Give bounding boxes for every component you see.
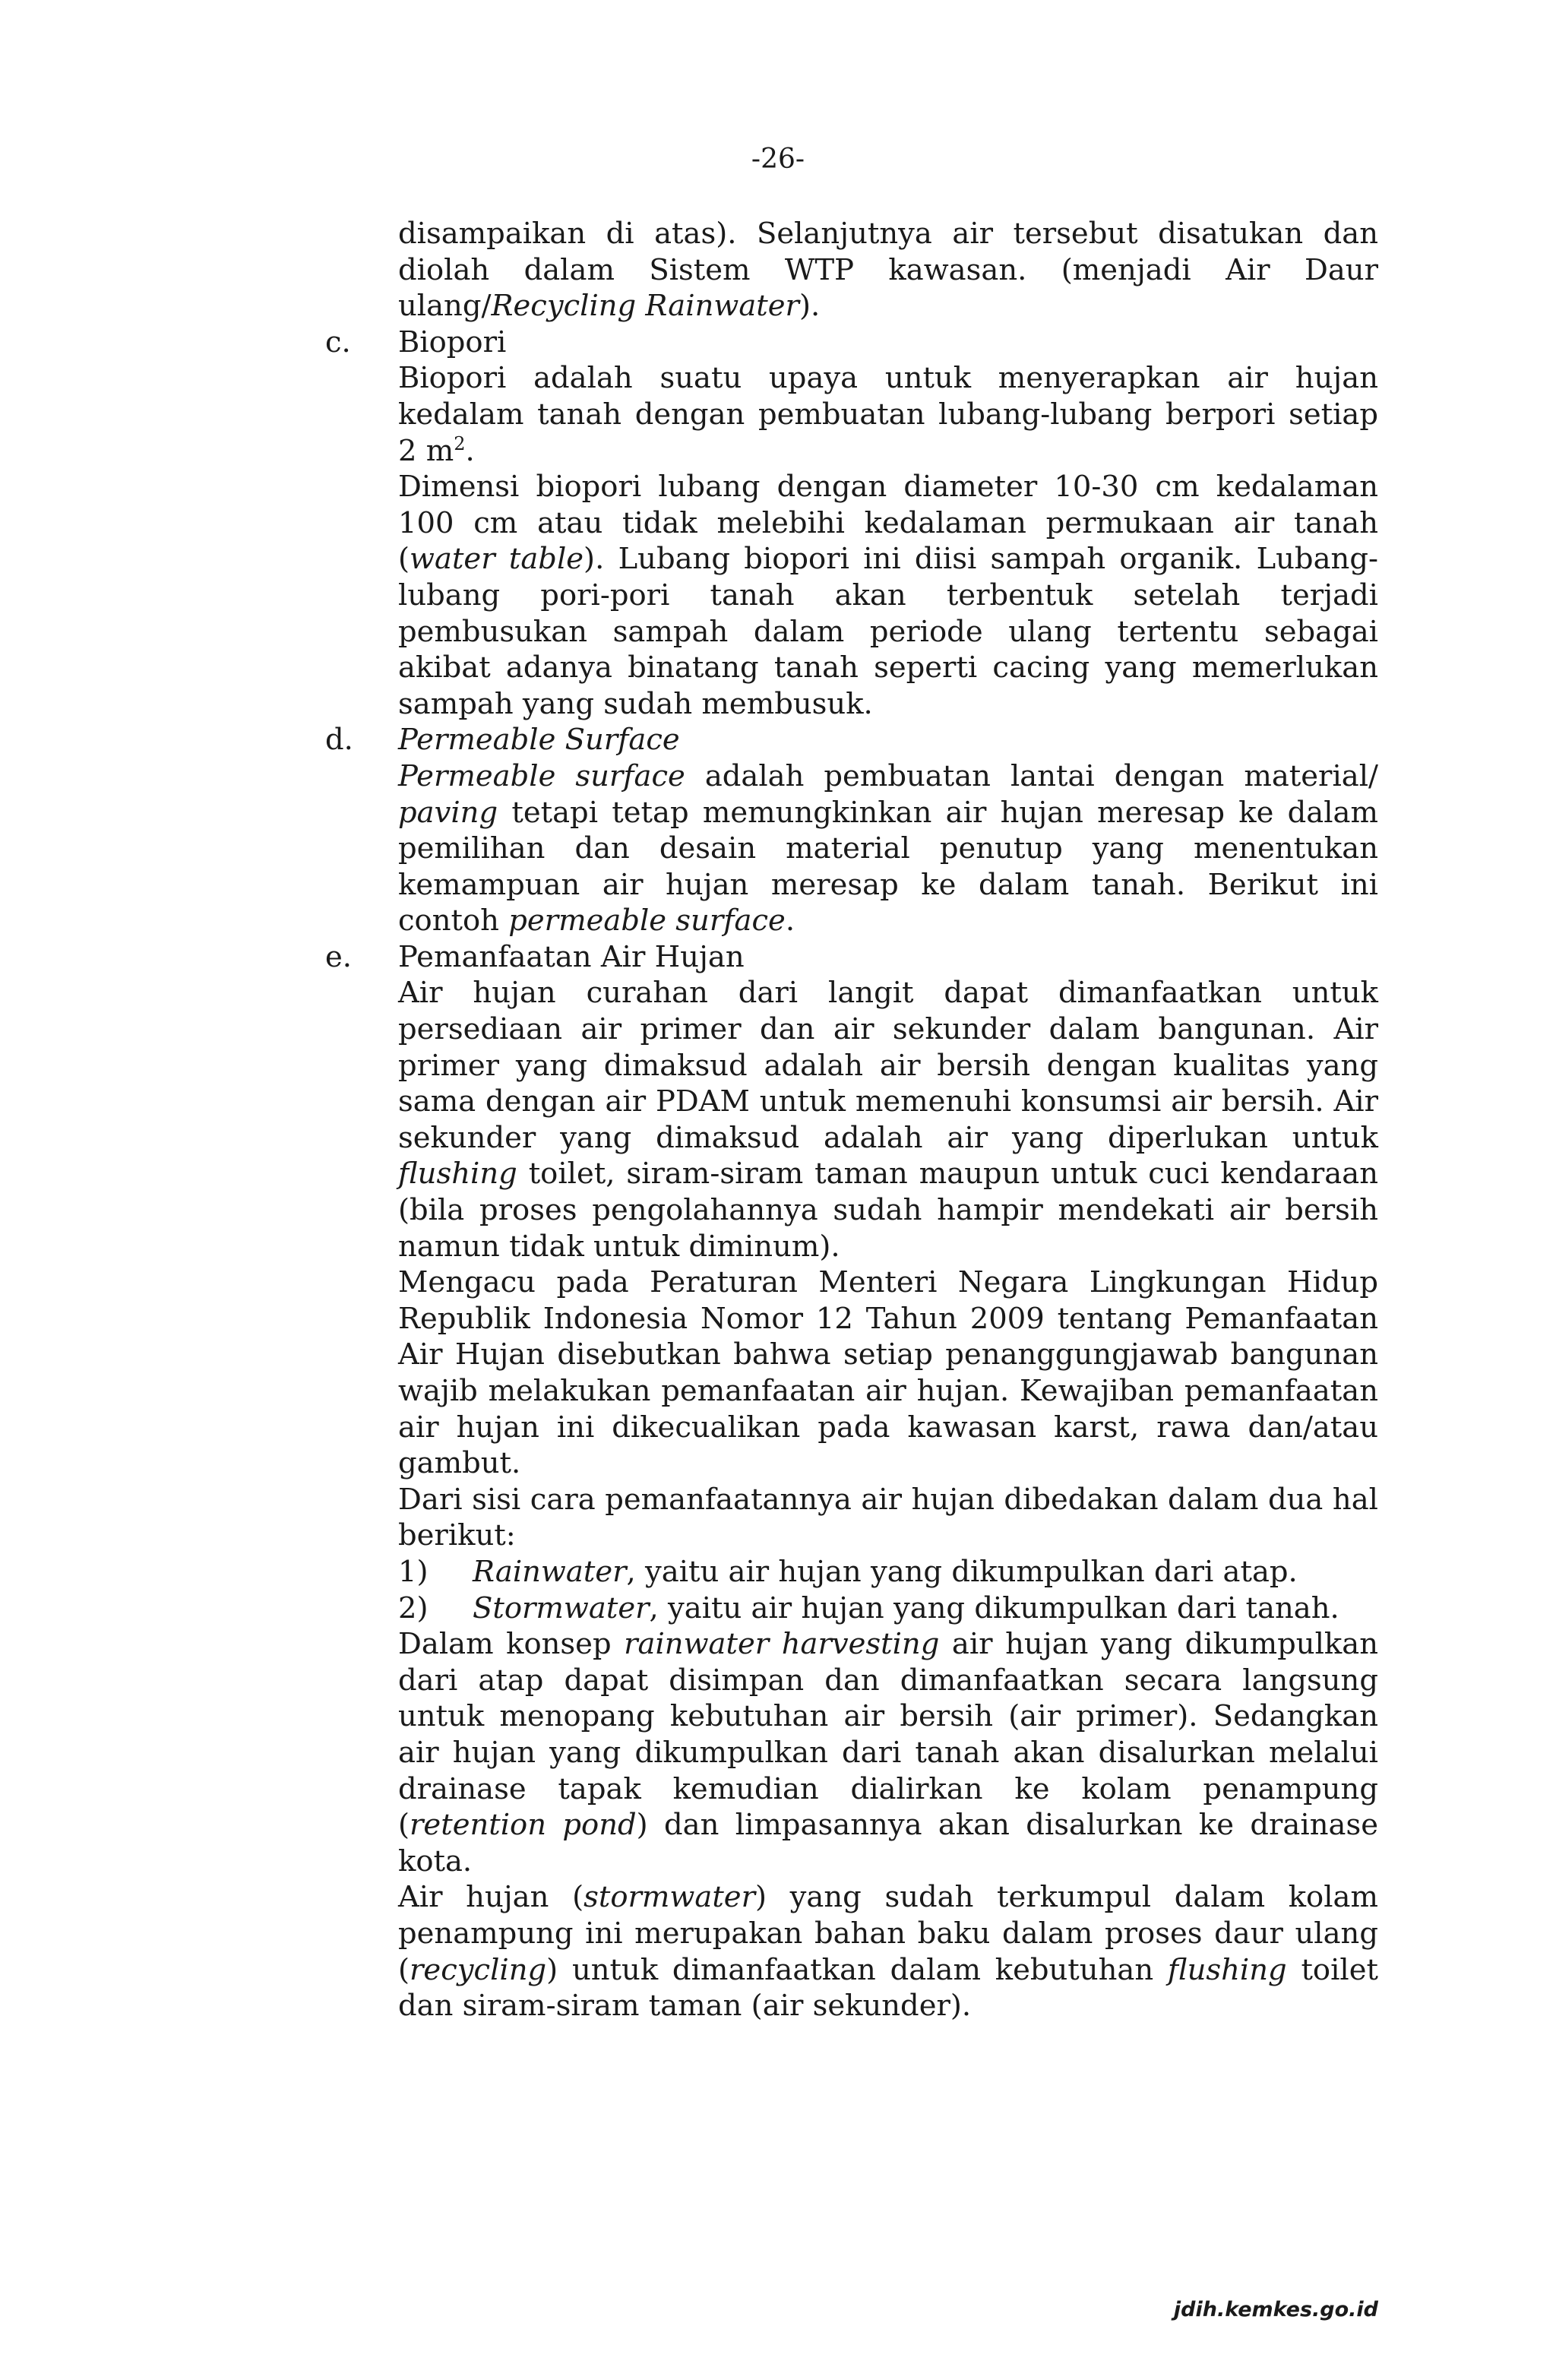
- section-e-paragraph-5: Air hujan (stormwater) yang sudah terkumpul dalam kolam penampung ini merupakan bahan baku dalam proses daur ulang (recycling) untuk dimanfaatkan dalam kebutuhan flushing toilet dan siram-siram taman (air sekunder).: [398, 1880, 1379, 2024]
- list-item-text: , yaitu air hujan yang dikumpulkan dari tanah.: [649, 1590, 1339, 1625]
- section-e: [325, 939, 1379, 2024]
- section-e-title: Pemanfaatan Air Hujan: [398, 939, 745, 974]
- section-d-marker: d.: [325, 723, 353, 758]
- list-item-number: 1): [398, 1554, 429, 1589]
- list-item-term: Stormwater: [473, 1590, 650, 1625]
- list-item-number: 2): [398, 1590, 429, 1625]
- section-e-paragraph-1: Air hujan curahan dari langit dapat dimanfaatkan untuk persediaan air primer dan air sekunder dalam bangunan. Air primer yang dimaksud adalah air bersih dengan kualitas yang sama dengan air PDAM untuk memenuhi konsumsi air bersih. Air sekunder yang dimaksud adalah air yang diperlukan untuk flushing toilet, siram-siram taman maupun untuk cuci kendaraan (bila proses pengolahannya sudah hampir mendekati air bersih namun tidak untuk diminum).: [398, 976, 1378, 1264]
- section-d-paragraph-1: Permeable surface adalah pembuatan lantai dengan material/ paving tetapi tetap memungkinkan air hujan meresap ke dalam pemilihan dan desain material penutup yang menentukan kemampuan air hujan meresap ke dalam tanah. Berikut ini contoh permeable surface.: [398, 758, 1378, 938]
- section-c-paragraph-2: Dimensi biopori lubang dengan diameter 10-30 cm kedalaman 100 cm atau tidak melebihi kedalaman permukaan air tanah (water table). Lubang biopori ini diisi sampah organik. Lubang-lubang pori-pori tanah akan terbentuk setelah terjadi pembusukan sampah dalam periode ulang tertentu sebagai akibat adanya binatang tanah seperti cacing yang memerlukan sampah yang sudah membusuk.: [398, 470, 1378, 721]
- body-text: [325, 216, 1379, 2024]
- list-item-text: , yaitu air hujan yang dikumpulkan dari atap.: [626, 1554, 1298, 1589]
- section-e-paragraph-3: Dari sisi cara pemanfaatannya air hujan dibedakan dalam dua hal berikut:: [398, 1482, 1378, 1553]
- section-c: [325, 324, 1378, 723]
- footer-source: jdih.kemkes.go.id: [1173, 2298, 1378, 2321]
- list-item-term: Rainwater: [473, 1554, 627, 1589]
- page-number: -26-: [751, 144, 805, 175]
- list-item: [398, 1590, 1378, 1627]
- list-item: [398, 1554, 1378, 1590]
- section-e-paragraph-2: Mengacu pada Peraturan Menteri Negara Lingkungan Hidup Republik Indonesia Nomor 12 Tahun 2009 tentang Pemanfaatan Air Hujan disebutkan bahwa setiap penanggungjawab bangunan wajib melakukan pemanfaatan air hujan. Kewajiban pemanfaatan air hujan ini dikecualikan pada kawasan karst, rawa dan/atau gambut.: [398, 1265, 1378, 1481]
- section-e-paragraph-4: Dalam konsep rainwater harvesting air hujan yang dikumpulkan dari atap dapat disimpan dan dimanfaatkan secara langsung untuk menopang kebutuhan air bersih (air primer). Sedangkan air hujan yang dikumpulkan dari tanah akan disalurkan melalui drainase tapak kemudian dialirkan ke kolam penampung (retention pond) dan limpasannya akan disalurkan ke drainase kota.: [398, 1627, 1378, 1878]
- section-e-marker: e.: [325, 939, 353, 974]
- section-d: [325, 722, 1378, 939]
- section-c-marker: c.: [325, 324, 351, 359]
- intro-paragraph: disampaikan di atas). Selanjutnya air tersebut disatukan dan diolah dalam Sistem WTP kawasan. (menjadi Air Daur ulang/Recycling Rainwater).: [398, 217, 1378, 324]
- section-c-title: Biopori: [398, 324, 507, 359]
- section-c-paragraph-1: Biopori adalah suatu upaya untuk menyerapkan air hujan kedalam tanah dengan pembuatan lubang-lubang berpori setiap 2 $m^2$.: [398, 361, 1378, 468]
- section-d-title: Permeable Surface: [398, 723, 680, 758]
